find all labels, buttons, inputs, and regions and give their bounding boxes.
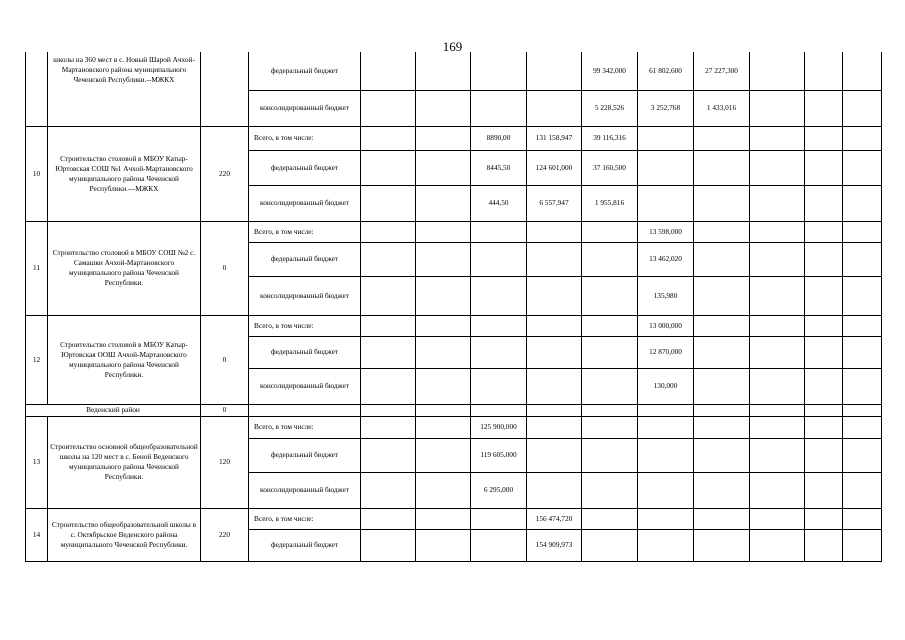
empty-cell (471, 529, 527, 561)
budget-category-cell: федеральный бюджет (249, 150, 361, 185)
empty-cell (361, 438, 416, 472)
empty-cell (361, 126, 416, 150)
value-cell: 135,980 (638, 276, 694, 315)
project-name-cell: школы на 360 мест в с. Новый Шарой Ачхой-Мартановского района муниципального Чеченской Республики.--МЖКХ (48, 52, 201, 126)
empty-cell (361, 315, 416, 336)
empty-cell (638, 150, 694, 185)
empty-cell (805, 150, 843, 185)
empty-cell (750, 276, 805, 315)
value-cell: 154 909,973 (527, 529, 582, 561)
value-cell: 27 227,300 (694, 52, 750, 90)
empty-cell (694, 368, 750, 404)
empty-cell (694, 242, 750, 276)
budget-table (25, 52, 882, 562)
value-cell: 3 252,768 (638, 90, 694, 126)
empty-cell (416, 90, 471, 126)
value-cell: 13 598,000 (638, 221, 694, 242)
empty-cell (416, 185, 471, 221)
empty-cell (843, 185, 882, 221)
empty-cell (694, 126, 750, 150)
budget-category-cell: консолидированный бюджет (249, 368, 361, 404)
empty-cell (416, 315, 471, 336)
empty-cell (527, 276, 582, 315)
empty-cell (805, 336, 843, 368)
empty-cell (471, 336, 527, 368)
empty-cell (527, 368, 582, 404)
empty-cell (694, 404, 750, 416)
empty-cell (361, 404, 416, 416)
empty-cell (805, 404, 843, 416)
empty-cell (805, 508, 843, 529)
empty-cell (416, 438, 471, 472)
row-number-cell: 11 (26, 221, 48, 315)
empty-cell (805, 90, 843, 126)
empty-cell (416, 126, 471, 150)
empty-cell (582, 315, 638, 336)
empty-cell (843, 472, 882, 508)
empty-cell (416, 150, 471, 185)
empty-cell (750, 472, 805, 508)
empty-cell (694, 150, 750, 185)
value-cell: 156 474,720 (527, 508, 582, 529)
empty-cell (582, 404, 638, 416)
empty-cell (750, 336, 805, 368)
table-row (26, 126, 882, 150)
empty-cell (416, 368, 471, 404)
project-name-cell: Строительство столовой в МБОУ СОШ №2 с. Самашки Ачхой-Мартановского муниципального района Чеченской Республики. (48, 221, 201, 315)
empty-cell (843, 508, 882, 529)
empty-cell (361, 150, 416, 185)
value-cell: 119 605,000 (471, 438, 527, 472)
empty-cell (527, 315, 582, 336)
empty-cell (471, 315, 527, 336)
empty-cell (582, 416, 638, 438)
value-cell: 37 160,500 (582, 150, 638, 185)
empty-cell (694, 529, 750, 561)
project-name-cell: Строительство основной общеобразовательной школы на 120 мест в с. Беной Веденского муниципального района Чеченской Республики. (48, 416, 201, 508)
empty-cell (843, 126, 882, 150)
budget-category-cell: Всего, в том числе: (249, 416, 361, 438)
capacity-cell: 220 (201, 126, 249, 221)
value-cell: 5 228,526 (582, 90, 638, 126)
value-cell: 131 158,947 (527, 126, 582, 150)
empty-cell (416, 242, 471, 276)
district-label-cell: Веденский район (26, 404, 201, 416)
empty-cell (527, 242, 582, 276)
empty-cell (361, 336, 416, 368)
empty-cell (582, 438, 638, 472)
value-cell: 1 955,816 (582, 185, 638, 221)
budget-category-cell: федеральный бюджет (249, 242, 361, 276)
empty-cell (843, 404, 882, 416)
empty-cell (638, 472, 694, 508)
table-row (26, 404, 882, 416)
empty-cell (416, 52, 471, 90)
empty-cell (843, 150, 882, 185)
value-cell: 6 295,000 (471, 472, 527, 508)
empty-cell (638, 185, 694, 221)
empty-cell (361, 472, 416, 508)
budget-category-cell: консолидированный бюджет (249, 472, 361, 508)
empty-cell (582, 368, 638, 404)
table-row (26, 416, 882, 438)
value-cell: 12 870,000 (638, 336, 694, 368)
empty-cell (805, 221, 843, 242)
empty-cell (582, 508, 638, 529)
page-number: 169 (442, 39, 463, 54)
empty-cell (416, 508, 471, 529)
capacity-cell: 0 (201, 404, 249, 416)
empty-cell (582, 221, 638, 242)
row-number-cell: 10 (26, 126, 48, 221)
empty-cell (361, 221, 416, 242)
value-cell: 130,000 (638, 368, 694, 404)
empty-cell (582, 529, 638, 561)
budget-category-cell: консолидированный бюджет (249, 90, 361, 126)
empty-cell (361, 52, 416, 90)
empty-cell (750, 126, 805, 150)
empty-cell (843, 221, 882, 242)
empty-cell (471, 221, 527, 242)
value-cell: 13 000,000 (638, 315, 694, 336)
empty-cell (416, 529, 471, 561)
empty-cell (361, 242, 416, 276)
empty-cell (416, 472, 471, 508)
empty-cell (805, 52, 843, 90)
empty-cell (694, 221, 750, 242)
empty-cell (527, 404, 582, 416)
empty-cell (805, 185, 843, 221)
empty-cell (750, 315, 805, 336)
table-row (26, 52, 882, 90)
empty-cell (750, 52, 805, 90)
empty-cell (361, 185, 416, 221)
table-row (26, 315, 882, 336)
capacity-cell: 0 (201, 221, 249, 315)
empty-cell (805, 472, 843, 508)
empty-cell (805, 368, 843, 404)
capacity-cell: 220 (201, 508, 249, 561)
table-row (26, 221, 882, 242)
empty-cell (694, 185, 750, 221)
empty-cell (750, 150, 805, 185)
empty-cell (638, 404, 694, 416)
empty-cell (361, 416, 416, 438)
empty-cell (694, 416, 750, 438)
empty-cell (527, 336, 582, 368)
empty-cell (471, 242, 527, 276)
empty-cell (843, 276, 882, 315)
empty-cell (694, 438, 750, 472)
project-name-cell: Строительство столовой в МБОУ Катыр-Юртовская СОШ №1 Ачхой-Мартановского муниципального района Чеченской Республики.---МЖКХ (48, 126, 201, 221)
capacity-cell: 120 (201, 416, 249, 508)
empty-cell (805, 438, 843, 472)
empty-cell (750, 529, 805, 561)
row-number-cell: 13 (26, 416, 48, 508)
value-cell: 8890,00 (471, 126, 527, 150)
budget-category-cell: Всего, в том числе: (249, 315, 361, 336)
table-row (26, 508, 882, 529)
project-name-cell: Строительство общеобразовательной школы в с. Октябрьское Веденского района муниципального Чеченской Республики. (48, 508, 201, 561)
value-cell: 61 802,600 (638, 52, 694, 90)
empty-cell (843, 438, 882, 472)
empty-cell (471, 404, 527, 416)
empty-cell (750, 368, 805, 404)
budget-category-cell: федеральный бюджет (249, 336, 361, 368)
empty-cell (582, 336, 638, 368)
value-cell: 39 116,316 (582, 126, 638, 150)
empty-cell (750, 416, 805, 438)
empty-cell (471, 52, 527, 90)
value-cell: 124 601,000 (527, 150, 582, 185)
budget-category-cell: Всего, в том числе: (249, 221, 361, 242)
empty-cell (527, 416, 582, 438)
empty-cell (805, 126, 843, 150)
empty-cell (843, 90, 882, 126)
value-cell: 444,50 (471, 185, 527, 221)
empty-cell (361, 529, 416, 561)
project-name-cell: Строительство столовой в МБОУ Катыр-Юртовская ООШ Ачхой-Мартановского муниципального района Чеченской Республики. (48, 315, 201, 404)
empty-cell (582, 276, 638, 315)
empty-cell (416, 276, 471, 315)
empty-cell (750, 404, 805, 416)
empty-cell (750, 242, 805, 276)
row-number-cell (26, 52, 48, 126)
empty-cell (471, 276, 527, 315)
empty-cell (843, 416, 882, 438)
row-number-cell: 12 (26, 315, 48, 404)
capacity-cell (201, 52, 249, 126)
value-cell: 13 462,020 (638, 242, 694, 276)
empty-cell (582, 242, 638, 276)
empty-cell (249, 404, 361, 416)
empty-cell (694, 508, 750, 529)
empty-cell (805, 529, 843, 561)
empty-cell (638, 529, 694, 561)
empty-cell (805, 416, 843, 438)
budget-category-cell: Всего, в том числе: (249, 508, 361, 529)
empty-cell (843, 315, 882, 336)
empty-cell (416, 221, 471, 242)
empty-cell (750, 90, 805, 126)
empty-cell (843, 336, 882, 368)
empty-cell (638, 416, 694, 438)
budget-category-cell: федеральный бюджет (249, 529, 361, 561)
value-cell: 8445,50 (471, 150, 527, 185)
value-cell: 1 433,016 (694, 90, 750, 126)
empty-cell (416, 336, 471, 368)
row-number-cell: 14 (26, 508, 48, 561)
empty-cell (638, 438, 694, 472)
value-cell: 99 342,000 (582, 52, 638, 90)
empty-cell (361, 90, 416, 126)
value-cell: 125 900,000 (471, 416, 527, 438)
capacity-cell: 0 (201, 315, 249, 404)
empty-cell (694, 336, 750, 368)
empty-cell (361, 368, 416, 404)
budget-category-cell: Всего, в том числе: (249, 126, 361, 150)
empty-cell (750, 185, 805, 221)
empty-cell (527, 472, 582, 508)
empty-cell (750, 438, 805, 472)
empty-cell (750, 508, 805, 529)
budget-category-cell: консолидированный бюджет (249, 185, 361, 221)
empty-cell (805, 315, 843, 336)
empty-cell (694, 472, 750, 508)
empty-cell (471, 90, 527, 126)
budget-category-cell: федеральный бюджет (249, 438, 361, 472)
empty-cell (361, 508, 416, 529)
empty-cell (527, 52, 582, 90)
budget-category-cell: консолидированный бюджет (249, 276, 361, 315)
empty-cell (471, 368, 527, 404)
empty-cell (694, 315, 750, 336)
empty-cell (471, 508, 527, 529)
empty-cell (843, 529, 882, 561)
empty-cell (805, 242, 843, 276)
budget-category-cell: федеральный бюджет (249, 52, 361, 90)
empty-cell (527, 90, 582, 126)
empty-cell (750, 221, 805, 242)
empty-cell (527, 438, 582, 472)
empty-cell (694, 276, 750, 315)
value-cell: 6 557,947 (527, 185, 582, 221)
empty-cell (843, 242, 882, 276)
empty-cell (843, 368, 882, 404)
empty-cell (582, 472, 638, 508)
empty-cell (416, 416, 471, 438)
empty-cell (843, 52, 882, 90)
empty-cell (638, 508, 694, 529)
empty-cell (416, 404, 471, 416)
empty-cell (638, 126, 694, 150)
empty-cell (361, 276, 416, 315)
empty-cell (805, 276, 843, 315)
empty-cell (527, 221, 582, 242)
